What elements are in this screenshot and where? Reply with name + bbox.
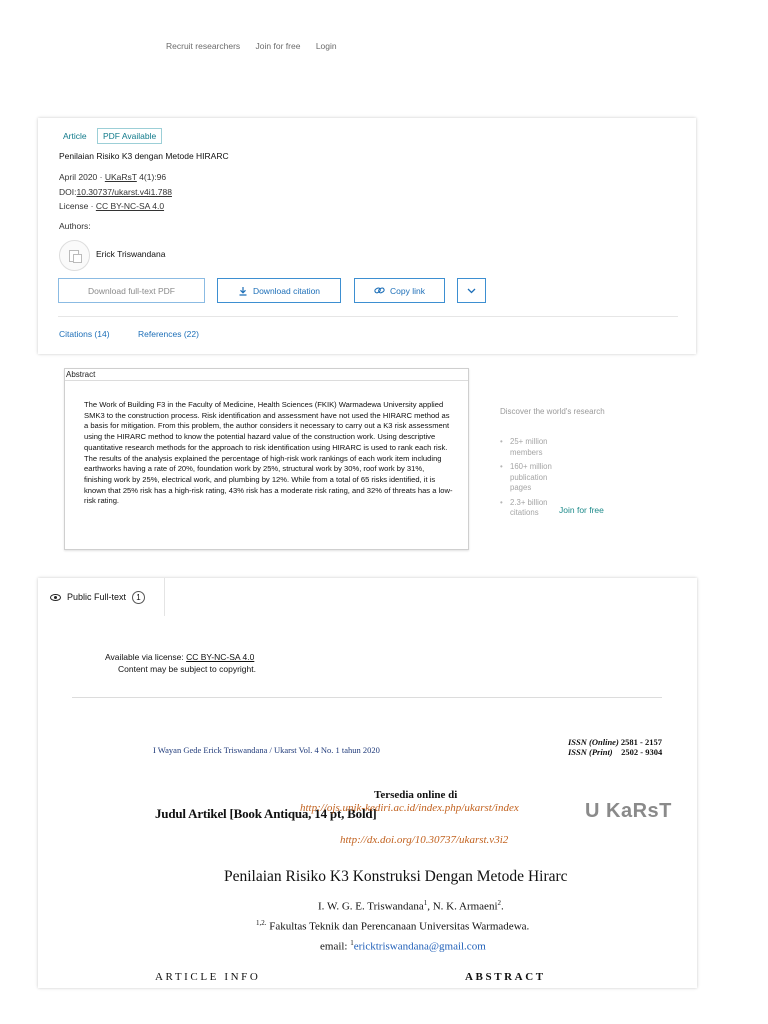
pdf-available-badge: PDF Available bbox=[97, 128, 162, 144]
article-info-heading: ARTICLE INFO bbox=[155, 971, 261, 983]
license-link[interactable]: CC BY-NC-SA 4.0 bbox=[95, 201, 165, 211]
ukarst-logo: U KaRsT bbox=[585, 800, 672, 822]
stat-members: • 25+ million members bbox=[500, 437, 570, 458]
recruit-researchers-link[interactable]: Recruit researchers bbox=[166, 41, 241, 51]
journal-link[interactable]: UKaRsT bbox=[104, 172, 137, 182]
stat-citations: • 2.3+ billion citations bbox=[500, 498, 570, 519]
running-head: I Wayan Gede Erick Triswandana / Ukarst Vol. 4 No. 1 tahun 2020 bbox=[153, 745, 380, 755]
download-icon bbox=[238, 286, 248, 296]
license-line: License · CC BY-NC-SA 4.0 bbox=[59, 201, 165, 211]
eye-icon bbox=[50, 594, 61, 601]
doi-line: DOI:10.30737/ukarst.v4i1.788 bbox=[59, 187, 172, 197]
sidebar-join-button[interactable]: Join for free bbox=[559, 505, 604, 515]
copy-link-button[interactable]: Copy link bbox=[354, 278, 445, 303]
download-citation-button[interactable]: Download citation bbox=[217, 278, 341, 303]
doi-link[interactable]: 10.30737/ukarst.v4i1.788 bbox=[76, 187, 172, 197]
card-divider bbox=[58, 316, 678, 317]
chevron-down-icon bbox=[467, 288, 476, 294]
abstract-panel bbox=[64, 368, 469, 550]
fulltext-license-line: Available via license: CC BY-NC-SA 4.0 bbox=[105, 652, 255, 662]
fulltext-license-link[interactable]: CC BY-NC-SA 4.0 bbox=[186, 652, 255, 662]
authors-label: Authors: bbox=[59, 221, 91, 231]
tab-citations[interactable]: Citations (14) bbox=[59, 329, 110, 339]
email-link[interactable]: ericktriswandana@gmail.com bbox=[353, 940, 486, 953]
abstract-label: Abstract bbox=[65, 369, 468, 381]
fulltext-count-badge: 1 bbox=[132, 591, 145, 604]
author-avatar[interactable] bbox=[59, 240, 90, 271]
link-icon bbox=[374, 286, 385, 295]
doi-url-link[interactable]: http://dx.doi.org/10.30737/ukarst.v3i2 bbox=[340, 834, 509, 846]
issn-online: ISSN (Online) 2581 - 2157 bbox=[568, 737, 662, 747]
preview-divider bbox=[72, 697, 662, 698]
abstract-text: The Work of Building F3 in the Faculty of Medicine, Health Sciences (FKIK) Warmadewa University applied SMK3 to the construction process. Risk identification and assessment have not used the HIRARC method as a basis for mitigation. From this problem, the author considers it necessary to carry out a K3 risk assessment using the HIRARC method to know the potential hazard value of the construction work. Using descriptive quantitative research methods for the approach to risk identification using HIRARC is used to rank each risk. The results of the analysis explained the percentage of high-risk work rankings of each work item including earthworks having a rate of 20%, foundation work by 25%, structural work by 30%, roof work by 31%, finishing work by 25%, electrical work, and plumbing by 12%. While from a total of 65 risks identified, it is known that 25% risk has a high-risk rating, 43% risk has a moderate risk rating, and 32% of threats has a low-risk rating. bbox=[84, 400, 453, 506]
top-navigation bbox=[166, 41, 350, 51]
article-type-badge: Article bbox=[63, 131, 87, 141]
paper-authors: I. W. G. E. Triswandana$^1$, N. K. Armaeni$^2$. bbox=[318, 899, 504, 913]
paper-email: email: $^1$ericktriswandana@gmail.com bbox=[320, 939, 486, 953]
stat-publication-pages: • 160+ million publication pages bbox=[500, 462, 570, 494]
author-name[interactable]: Erick Triswandana bbox=[96, 249, 166, 259]
available-online-heading: Tersedia online di bbox=[374, 789, 458, 801]
publication-title: Penilaian Risiko K3 dengan Metode HIRARC bbox=[59, 151, 229, 161]
tab-public-fulltext[interactable]: Public Full-text 1 bbox=[38, 578, 165, 616]
fulltext-preview bbox=[38, 578, 697, 988]
discover-research-text: Discover the world's research bbox=[500, 407, 605, 416]
tab-references[interactable]: References (22) bbox=[138, 329, 199, 339]
paper-title: Penilaian Risiko K3 Konstruksi Dengan Metode Hirarc bbox=[224, 868, 568, 885]
article-title-template: Judul Artikel [Book Antiqua, 14 pt, Bold] bbox=[155, 806, 377, 821]
paper-affiliation: $^{1,2.}$ Fakultas Teknik dan Perencanaan Universitas Warmadewa. bbox=[256, 919, 530, 933]
issn-print: ISSN (Print) 2502 - 9304 bbox=[568, 747, 663, 757]
publication-date-line: April 2020 · UKaRsT 4(1):96 bbox=[59, 172, 167, 182]
abstract-heading: ABSTRACT bbox=[465, 971, 546, 983]
copyright-notice: Content may be subject to copyright. bbox=[118, 664, 256, 674]
download-pdf-button[interactable]: Download full-text PDF bbox=[58, 278, 205, 303]
login-link[interactable]: Login bbox=[315, 41, 337, 51]
more-actions-button[interactable] bbox=[457, 278, 486, 303]
journal-url-link[interactable]: http://ojs.unik-kediri.ac.id/index.php/ukarst/index bbox=[300, 802, 519, 814]
join-for-free-link[interactable]: Join for free bbox=[255, 41, 301, 51]
publication-card bbox=[38, 118, 696, 354]
